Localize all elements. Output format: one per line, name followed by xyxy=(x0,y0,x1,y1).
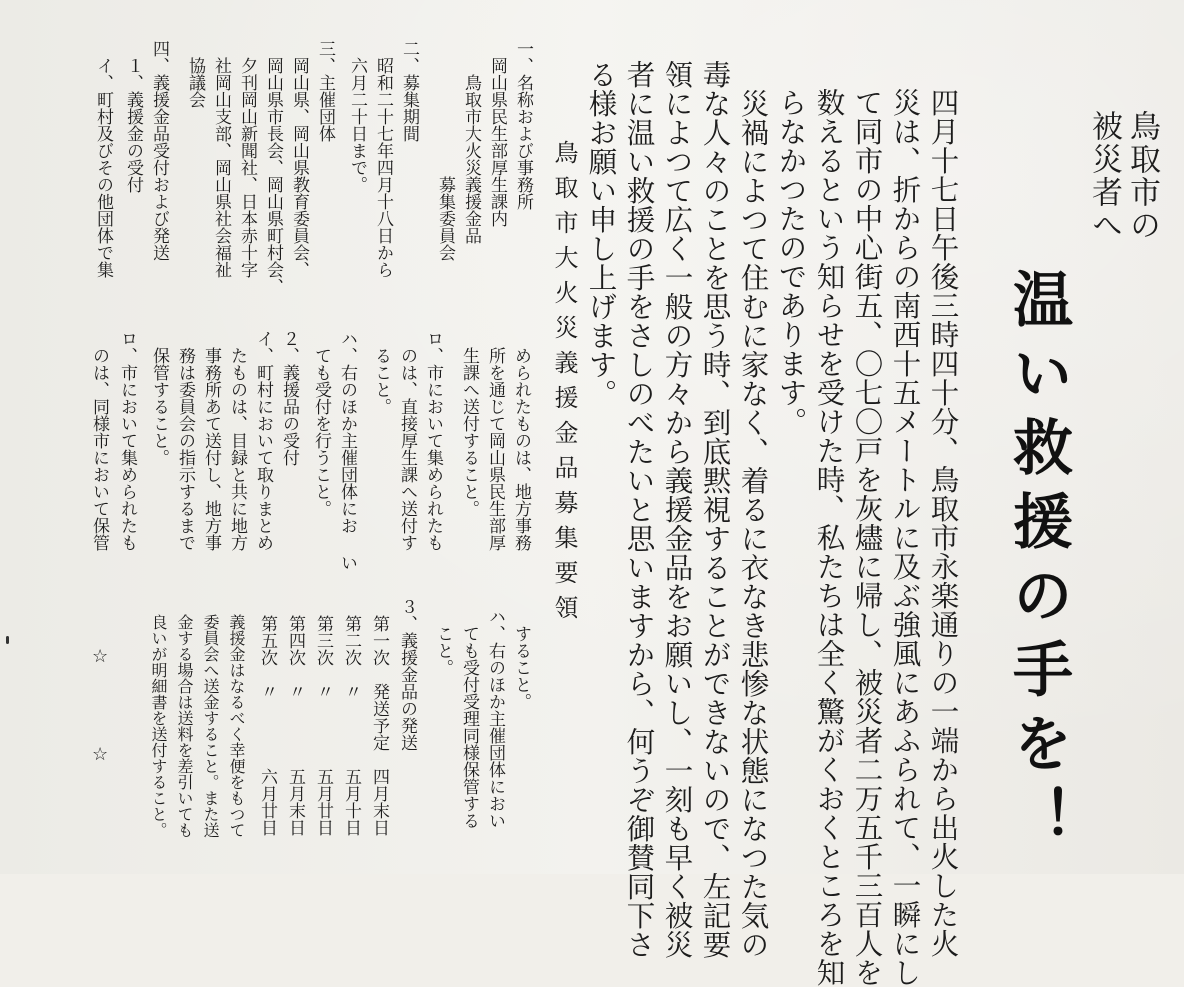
body-line: て同市の中心街五、〇七〇戸を灰燼に帰し、被災者二万五千三百人を xyxy=(850,88,884,987)
guideline-line: のは、直接厚生課へ送付す xyxy=(397,330,417,551)
guideline-line: 一、名称および事務所 xyxy=(513,40,533,210)
body-line: る様お願い申し上げます。 xyxy=(584,60,618,408)
guideline-line: すること。 xyxy=(511,608,531,710)
guideline-line: 夕刊岡山新聞社、日本赤十字 xyxy=(237,40,257,278)
guideline-line: ２、義援品の受付 xyxy=(279,330,299,466)
guideline-line: こと。 xyxy=(433,608,453,676)
guideline-line: ても受付受理同様保管する xyxy=(459,608,479,829)
guideline-line: ロ、市において集められたも xyxy=(117,330,137,551)
guideline-line: 務は委員会の指示するまで xyxy=(175,330,195,551)
body-line: らなかつたのであります。 xyxy=(774,88,808,436)
guideline-title: 鳥取市大火災義援金品募集要領 xyxy=(550,140,578,630)
guideline-line: ロ、市において集められたも xyxy=(423,330,443,551)
guideline-line: 所を通じて岡山県民生部厚 xyxy=(485,330,505,551)
guideline-line: 良いが明細書を送付すること。 xyxy=(149,598,168,838)
guideline-line: １、義援金の受付 xyxy=(123,40,143,193)
guideline-line: 委員会へ送金すること。また送 xyxy=(201,598,220,838)
star-icon: ☆ xyxy=(92,744,109,765)
guideline-line: 生課へ送付すること。 xyxy=(459,330,479,517)
guideline-line: のは、同様市において保管 xyxy=(89,330,109,551)
guideline-line: 四、義援金品受付および発送 xyxy=(149,40,169,261)
header-line-2: 被災者へ xyxy=(1086,110,1122,242)
header-line-1: 鳥取市の xyxy=(1124,110,1160,242)
guideline-line: ハ、右のほか主催団体におい xyxy=(485,608,505,829)
guideline-line: 義援金はなるべく幸便をもつて xyxy=(227,598,246,838)
body-line: 災禍によつて住むに家なく、着るに衣なき悲惨な状態になつた気の xyxy=(736,60,770,959)
guideline-line: ても受付を行うこと。 xyxy=(311,330,331,517)
guideline-line: 第四次 〃 五月末日 xyxy=(285,598,305,836)
guideline-line: たものは、目録と共に地方 xyxy=(227,330,247,551)
guideline-line: 鳥取市大火災義援金品 xyxy=(461,40,481,244)
guideline-line: 協議会 xyxy=(185,40,205,108)
body-line: 四月十七日午後三時四十分、鳥取市永楽通りの一端から出火した火 xyxy=(926,88,960,958)
body-line: 者に温い救援の手をさしのべたいと思いますから、何うぞ御賛同下さ xyxy=(622,60,656,959)
guideline-line: 岡山県民生部厚生課内 xyxy=(487,40,507,227)
guideline-line: 社岡山支部、岡山県社会福祉 xyxy=(211,40,231,278)
body-line: 災は、折からの南西十五メートルに及ぶ強風にあふられて、一瞬にし xyxy=(888,88,922,987)
guideline-line: 第三次 〃 五月廿日 xyxy=(313,598,333,836)
guideline-line: 第一次 発送予定 四月末日 xyxy=(369,598,389,836)
headline: 温い救援の手を！ xyxy=(1003,268,1073,860)
guideline-line: 事務所あて送付し、地方事 xyxy=(201,330,221,551)
guideline-line: 金する場合は送料を差引いても xyxy=(175,598,194,838)
guideline-line: 岡山県市長会、岡山県町村会、 xyxy=(263,40,283,295)
guideline-line: 岡山県、岡山県教育委員会、 xyxy=(289,40,309,278)
guideline-line: められたものは、地方事務 xyxy=(511,330,531,551)
guideline-line: 六月二十日まで。 xyxy=(347,40,367,193)
guideline-line: ３、義援金品の発送 xyxy=(397,598,417,751)
guideline-line: 保管すること。 xyxy=(149,330,169,466)
guideline-line: ハ、右のほか主催団体にお い xyxy=(337,330,357,571)
guideline-line: イ、町村及びその他団体で集 xyxy=(93,40,113,278)
guideline-line: 昭和二十七年四月十八日から xyxy=(373,40,393,278)
guideline-line: 三、主催団体 xyxy=(315,40,335,142)
guideline-line: 二、募集期間 xyxy=(399,40,419,142)
body-line: 数えるという知らせを受けた時、私たちは全く驚がくおくところを知 xyxy=(812,88,846,987)
guideline-line: イ、町村において取りまとめ xyxy=(253,330,273,551)
guideline-line: ること。 xyxy=(371,330,391,415)
guideline-line: 第二次 〃 五月十日 xyxy=(341,598,361,836)
guideline-line: 募集委員会 xyxy=(435,40,455,261)
body-line: 毒な人々のことを思う時、到底黙視することができないので、左記要 xyxy=(698,60,732,959)
scan-speck xyxy=(6,636,9,644)
body-line: 領によつて広く一般の方々から義援金品をお願いし、一刻も早く被災 xyxy=(660,60,694,959)
guideline-line: 第五次 〃 六月廿日 xyxy=(257,598,277,836)
star-icon: ☆ xyxy=(92,646,109,667)
